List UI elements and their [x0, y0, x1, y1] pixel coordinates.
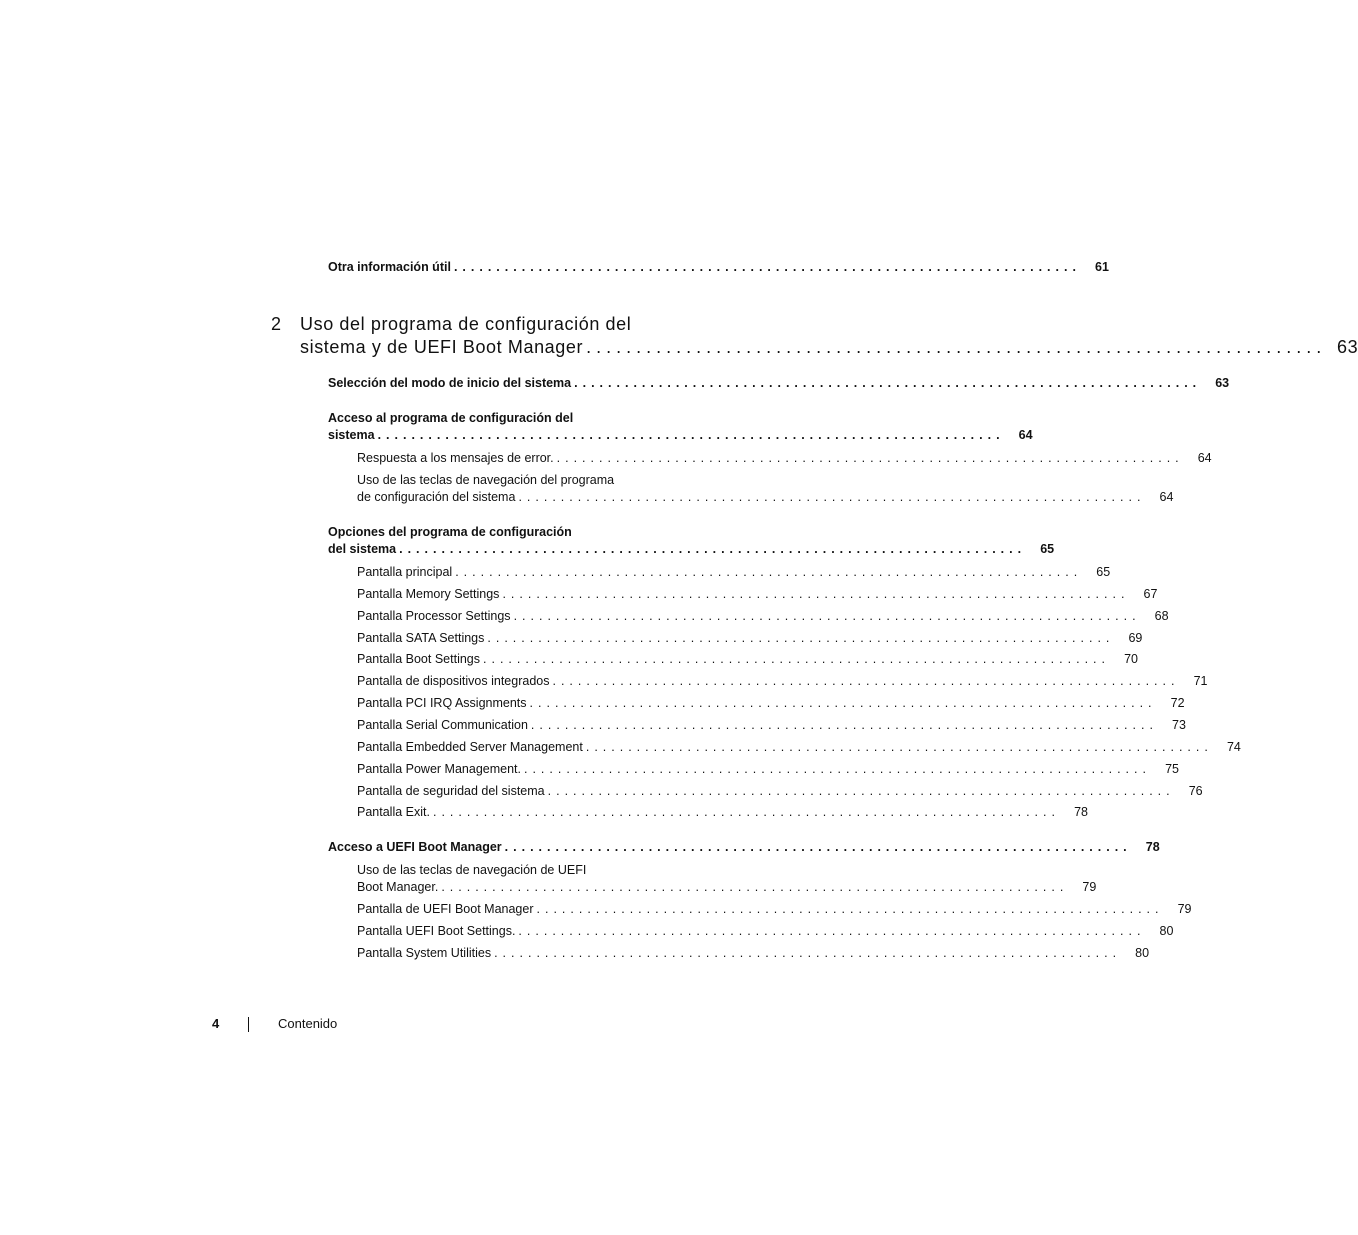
leader-dots: ..........................................................................: [455, 565, 1083, 579]
leader-dots: ..........................................................................: [441, 880, 1069, 894]
toc-entry-label: Pantalla Processor Settings: [357, 609, 511, 623]
leader-dots: ..........................................................................: [556, 451, 1184, 465]
leader-dots: ..........................................................................: [523, 762, 1151, 776]
toc-entry-label: Pantalla de seguridad del sistema: [357, 784, 545, 798]
leader-dots: ..........................................................................: [399, 542, 1027, 556]
chapter-page: 63: [1336, 337, 1358, 357]
toc-entry-page: 79: [1082, 880, 1097, 894]
toc-entry-pantalla-uefi-boot-manager[interactable]: [357, 902, 1192, 916]
toc-entry-opciones-programa-line1[interactable]: Opciones del programa de configuración: [328, 525, 572, 539]
toc-entry-label: Pantalla System Utilities: [357, 946, 492, 960]
chapter-title-text: sistema y de UEFI Boot Manager: [300, 337, 584, 357]
toc-entry-label: Pantalla UEFI Boot Settings.: [357, 924, 516, 938]
toc-entry-label: Pantalla Embedded Server Management: [357, 740, 583, 754]
leader-dots: ..........................................................................: [487, 631, 1115, 645]
toc-entry-page: 64: [1197, 451, 1212, 465]
toc-entry-page: 79: [1177, 902, 1192, 916]
toc-entry-page: 80: [1135, 946, 1150, 960]
toc-entry-page: 76: [1188, 784, 1203, 798]
toc-entry-page: 65: [1040, 542, 1055, 556]
toc-entry-system-utilities[interactable]: [357, 946, 1150, 960]
toc-entry-page: 74: [1226, 740, 1241, 754]
toc-entry-boot-settings[interactable]: [357, 652, 1138, 666]
toc-entry-page: 61: [1095, 260, 1109, 274]
toc-entry-acceso-programa-line1[interactable]: Acceso al programa de configuración del: [328, 411, 574, 425]
toc-entry-label: del sistema: [328, 542, 397, 556]
chapter-title-line2[interactable]: [300, 337, 1358, 358]
leader-dots: ..........................................................................: [536, 902, 1164, 916]
toc-entry-label: Pantalla de dispositivos integrados: [357, 674, 550, 688]
toc-entry-page: 70: [1124, 652, 1138, 666]
toc-entry-label: Pantalla de UEFI Boot Manager: [357, 902, 534, 916]
toc-entry-respuesta-mensajes-error[interactable]: [357, 451, 1212, 465]
toc-entry-label: de configuración del sistema: [357, 490, 516, 504]
toc-entry-pantalla-exit[interactable]: [357, 805, 1088, 819]
toc-entry-opciones-programa[interactable]: [328, 542, 1055, 556]
toc-entry-acceso-programa[interactable]: [328, 428, 1033, 442]
leader-dots: ..........................................................................: [513, 609, 1141, 623]
toc-entry-page: 64: [1159, 490, 1174, 504]
toc-entry-label: Pantalla Power Management.: [357, 762, 521, 776]
leader-dots: ..........................................................................: [432, 805, 1060, 819]
leader-dots: ..........................................................................: [530, 718, 1158, 732]
leader-dots: ..........................................................................: [547, 784, 1175, 798]
chapter-number: 2: [271, 314, 282, 334]
footer-section-label: Contenido: [278, 1016, 338, 1031]
toc-entry-page: 78: [1074, 805, 1088, 819]
toc-entry-pci-irq-assignments[interactable]: [357, 696, 1185, 710]
toc-entry-power-management[interactable]: [357, 762, 1179, 776]
toc-entry-page: 65: [1096, 565, 1111, 579]
toc-entry-label: Pantalla SATA Settings: [357, 631, 485, 645]
toc-entry-seleccion-modo-inicio[interactable]: [328, 376, 1230, 390]
toc-entry-label: Otra información útil: [328, 260, 451, 274]
leader-dots: ..........................................................................: [552, 674, 1180, 688]
toc-entry-page: 64: [1018, 428, 1033, 442]
toc-entry-page: 78: [1145, 840, 1160, 854]
toc-entry-dispositivos-integrados[interactable]: [357, 674, 1208, 688]
leader-dots: ..........................................................................: [574, 376, 1202, 390]
leader-dots: ..........................................................................: [494, 946, 1122, 960]
toc-entry-label: Pantalla Boot Settings: [357, 652, 480, 666]
toc-entry-label: Selección del modo de inicio del sistema: [328, 376, 572, 390]
leader-dots: ..........................................................................: [483, 652, 1110, 666]
leader-dots: ..........................................................................: [518, 924, 1146, 938]
leader-dots: ..........................................................................: [377, 428, 1005, 442]
leader-dots: ..........................................................................: [585, 740, 1213, 754]
toc-entry-page: 73: [1172, 718, 1186, 732]
toc-entry-teclas-uefi-line1[interactable]: Uso de las teclas de navegación de UEFI: [357, 863, 587, 877]
toc-entry-label: Boot Manager.: [357, 880, 439, 894]
toc-entry-teclas-navegacion[interactable]: [357, 490, 1174, 504]
toc-entry-serial-communication[interactable]: [357, 718, 1186, 732]
toc-entry-embedded-server-management[interactable]: [357, 740, 1241, 754]
toc-entry-teclas-navegacion-line1[interactable]: Uso de las teclas de navegación del programa: [357, 473, 615, 487]
toc-entry-label: sistema: [328, 428, 375, 442]
leader-dots: ..........................................................................: [453, 260, 1081, 274]
toc-entry-otra-informacion[interactable]: [328, 260, 1109, 274]
toc-entry-label: Pantalla Exit.: [357, 805, 430, 819]
toc-entry-label: Acceso a UEFI Boot Manager: [328, 840, 502, 854]
toc-entry-page: 68: [1154, 609, 1169, 623]
toc-entry-page: 80: [1159, 924, 1174, 938]
toc-entry-page: 69: [1128, 631, 1143, 645]
toc-entry-label: Pantalla PCI IRQ Assignments: [357, 696, 527, 710]
toc-entry-label: Respuesta a los mensajes de error.: [357, 451, 554, 465]
toc-entry-teclas-uefi[interactable]: [357, 880, 1097, 894]
toc-entry-page: 67: [1143, 587, 1158, 601]
toc-entry-sata-settings[interactable]: [357, 631, 1143, 645]
footer-page-number: 4: [212, 1016, 220, 1031]
leader-dots: ..........................................................................: [518, 490, 1146, 504]
leader-dots: ..........................................................................: [586, 337, 1327, 357]
toc-entry-page: 71: [1193, 674, 1208, 688]
leader-dots: ..........................................................................: [504, 840, 1132, 854]
toc-entry-seguridad-sistema[interactable]: [357, 784, 1203, 798]
toc-entry-page: 75: [1165, 762, 1179, 776]
toc-entry-label: Pantalla Memory Settings: [357, 587, 500, 601]
leader-dots: ..........................................................................: [529, 696, 1157, 710]
toc-entry-page: 72: [1170, 696, 1185, 710]
toc-entry-label: Pantalla Serial Communication: [357, 718, 528, 732]
footer-separator: [248, 1017, 249, 1032]
leader-dots: ..........................................................................: [502, 587, 1130, 601]
toc-entry-label: Pantalla principal: [357, 565, 453, 579]
toc-entry-uefi-boot-settings[interactable]: [357, 924, 1174, 938]
toc-entry-processor-settings[interactable]: [357, 609, 1169, 623]
toc-entry-acceso-uefi-boot-manager[interactable]: [328, 840, 1160, 854]
toc-entry-memory-settings[interactable]: [357, 587, 1158, 601]
toc-entry-page: 63: [1215, 376, 1230, 390]
toc-entry-pantalla-principal[interactable]: [357, 565, 1111, 579]
chapter-title-line1[interactable]: Uso del programa de configuración del: [300, 314, 632, 334]
